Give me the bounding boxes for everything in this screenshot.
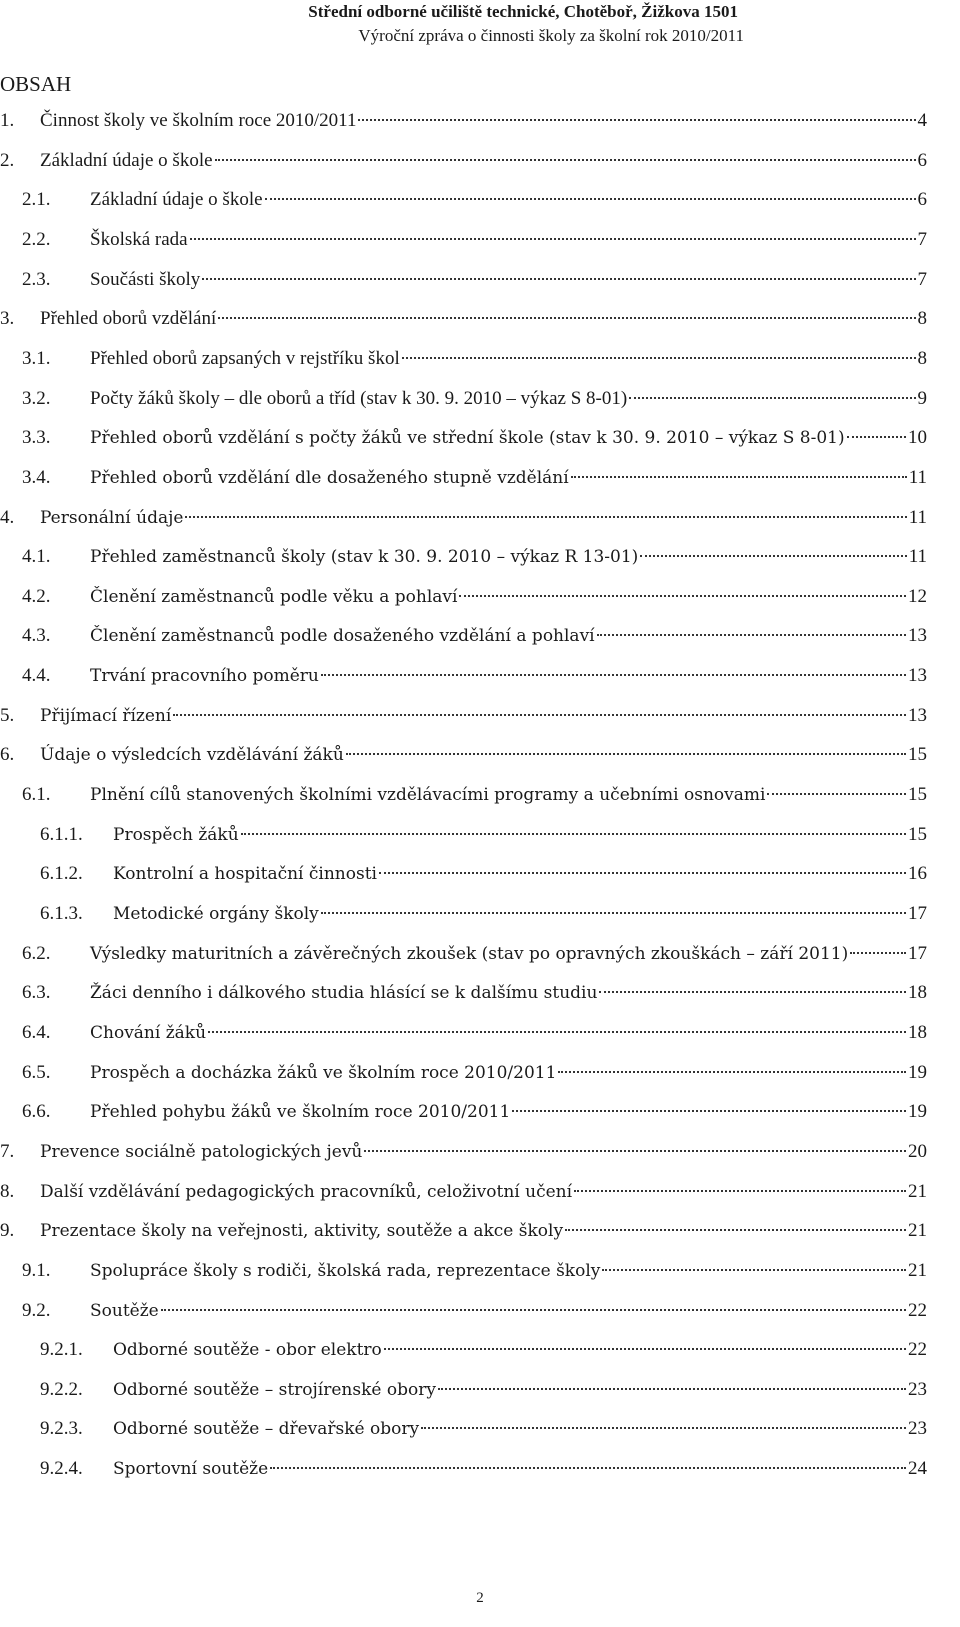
toc-entry-page: 21 (908, 1259, 927, 1281)
toc-entry-page: 9 (917, 387, 927, 409)
toc-entry[interactable] (22, 1101, 927, 1131)
toc-entry-page: 6 (917, 189, 927, 211)
toc-entry-title: Spolupráce školy s rodiči, školská rada, reprezentace školy (90, 1260, 601, 1281)
toc-entry[interactable] (22, 784, 927, 814)
toc-entry[interactable] (22, 229, 927, 259)
toc-entry-title: Soutěže (90, 1300, 159, 1321)
toc-entry-title: Prospěch žáků (113, 824, 239, 845)
toc-entry-title: Základní údaje o škole (90, 189, 263, 211)
dot-leader (379, 872, 906, 874)
toc-entry[interactable] (22, 1300, 927, 1330)
toc-entry[interactable] (40, 863, 927, 893)
toc-entry-page: 18 (908, 982, 927, 1004)
toc-entry-number: 3.2. (22, 387, 51, 409)
dot-leader (346, 753, 906, 755)
toc-entry-page: 21 (908, 1220, 927, 1242)
toc-entry-page: 15 (908, 744, 927, 766)
toc-entry-page: 15 (908, 823, 927, 845)
toc-entry-number: 6.1.1. (40, 823, 83, 845)
toc-entry-title: Odborné soutěže – dřevařské obory (113, 1419, 420, 1440)
toc-entry-number: 2.2. (22, 228, 51, 250)
dot-leader (384, 1348, 906, 1350)
toc-entry-title: Přehled pohybu žáků ve školním roce 2010/2011 (90, 1102, 511, 1123)
toc-entry-page: 8 (917, 308, 927, 330)
toc-entry-title: Výsledky maturitních a závěrečných zkoušek (stav po opravných zkouškách – září 2011) (90, 943, 849, 964)
toc-entry-title: Školská rada (90, 228, 188, 250)
dot-leader (364, 1150, 906, 1152)
toc-entry-title: Odborné soutěže – strojírenské obory (113, 1379, 436, 1400)
dot-leader (402, 357, 916, 359)
toc-entry-page: 18 (908, 1021, 927, 1043)
toc-entry-page: 13 (908, 704, 927, 726)
dot-leader (185, 516, 906, 518)
toc-entry-title: Členění zaměstnanců podle dosaženého vzdělání a pohlaví (90, 626, 595, 647)
toc-entry[interactable] (40, 1418, 927, 1448)
toc-entry-title: Přehled zaměstnanců školy (stav k 30. 9. 2010 – výkaz R 13-01) (90, 547, 639, 568)
toc-entry-page: 24 (908, 1458, 927, 1480)
toc-entry-title: Metodické orgány školy (113, 904, 319, 924)
toc-entry-page: 23 (908, 1418, 927, 1440)
toc-entry-page: 10 (908, 427, 927, 449)
dot-leader (558, 1071, 906, 1073)
toc-entry-title: Další vzdělávání pedagogických pracovníků, celoživotní učení (40, 1181, 573, 1202)
toc-entry-page: 11 (908, 466, 927, 488)
dot-leader (202, 278, 915, 280)
toc-entry-page: 22 (908, 1299, 927, 1321)
toc-entry[interactable] (22, 1022, 927, 1052)
toc-entry-page: 20 (908, 1140, 927, 1162)
toc-entry[interactable] (0, 110, 927, 140)
toc-entry-page: 6 (917, 149, 927, 171)
toc-entry[interactable] (40, 824, 927, 854)
toc-entry-number: 2. (0, 149, 15, 171)
toc-entry-page: 19 (908, 1101, 927, 1123)
toc-entry-page: 7 (917, 228, 927, 250)
toc-entry-number: 6.6. (22, 1101, 51, 1123)
dot-leader (565, 1229, 906, 1231)
dot-leader (421, 1427, 906, 1429)
toc-entry-title: Činnost školy ve školním roce 2010/2011 (40, 110, 357, 131)
toc-entry[interactable] (0, 308, 927, 338)
toc-entry[interactable] (22, 625, 927, 655)
dot-leader (459, 595, 906, 597)
toc-entry-number: 6.3. (22, 982, 51, 1004)
toc-entry-page: 17 (908, 942, 927, 964)
toc-entry-title: Personální údaje (40, 507, 184, 528)
dot-leader (847, 436, 906, 438)
toc-entry[interactable] (22, 943, 927, 973)
report-title: Výroční zpráva o činnosti školy za školní rok 2010/2011 (358, 26, 744, 45)
dot-leader (602, 1269, 906, 1271)
toc-entry[interactable] (22, 189, 927, 219)
dot-leader (512, 1110, 906, 1112)
toc-entry-title: Kontrolní a hospitační činnosti (113, 864, 377, 885)
toc-entry-title: Přijímací řízení (40, 705, 172, 726)
toc-entry[interactable] (22, 269, 927, 299)
dot-leader (208, 1031, 906, 1033)
dot-leader (599, 991, 906, 993)
toc-entry[interactable] (22, 982, 927, 1012)
toc-entry-page: 21 (908, 1180, 927, 1202)
dot-leader (629, 397, 915, 399)
toc-entry-number: 6.5. (22, 1061, 51, 1083)
toc-entry-number: 6. (0, 744, 15, 766)
toc-entry-page: 22 (908, 1339, 927, 1361)
dot-leader (215, 159, 916, 161)
toc-entry-number: 3. (0, 308, 15, 330)
toc-entry-number: 9.1. (22, 1259, 51, 1281)
toc-entry-page: 13 (908, 625, 927, 647)
page-number: 2 (476, 1590, 484, 1606)
toc-entry-page: 11 (908, 506, 927, 528)
toc-entry-title: Údaje o výsledcích vzdělávání žáků (40, 745, 344, 766)
toc-entry-title: Přehled oborů vzdělání s počty žáků ve střední škole (stav k 30. 9. 2010 – výkaz S 8-01) (90, 428, 845, 449)
toc-entry-number: 3.1. (22, 347, 51, 369)
dot-leader (597, 634, 906, 636)
toc-entry-number: 4.2. (22, 585, 51, 607)
dot-leader (640, 555, 906, 557)
toc-entry-number: 9.2.3. (40, 1418, 83, 1440)
toc-entry[interactable] (22, 586, 927, 616)
toc-entry[interactable] (22, 665, 927, 695)
toc-entry-number: 6.1.2. (40, 863, 83, 885)
toc-entry[interactable] (0, 1181, 927, 1211)
dot-leader (265, 198, 916, 200)
toc-entry-number: 1. (0, 110, 15, 131)
toc-entry[interactable] (22, 467, 927, 497)
toc-entry-page: 15 (908, 784, 927, 806)
toc-entry-number: 4. (0, 506, 15, 528)
dot-leader (218, 317, 915, 319)
dot-leader (270, 1467, 906, 1469)
toc-entry[interactable] (22, 388, 927, 418)
toc-entry-title: Prezentace školy na veřejnosti, aktivity, soutěže a akce školy (40, 1221, 564, 1242)
toc-heading: OBSAH (0, 72, 72, 96)
toc-entry[interactable] (22, 348, 927, 378)
toc-entry-title: Plnění cílů stanovených školními vzdělávacími programy a učebními osnovami (90, 785, 766, 806)
toc-entry-number: 9. (0, 1220, 15, 1242)
toc-entry-number: 9.2.1. (40, 1339, 83, 1361)
toc-entry-number: 8. (0, 1180, 15, 1202)
toc-entry-page: 11 (908, 546, 927, 568)
toc-entry[interactable] (0, 744, 927, 774)
toc-entry-number: 9.2.4. (40, 1458, 83, 1480)
toc-entry-title: Trvání pracovního poměru (90, 666, 319, 687)
toc-entry-title: Žáci denního i dálkového studia hlásící se k dalšímu studiu (90, 983, 598, 1004)
toc-entry-number: 6.1. (22, 784, 51, 806)
toc-entry-title: Prospěch a docházka žáků ve školním roce 2010/2011 (90, 1062, 557, 1083)
toc-entry-title: Počty žáků školy – dle oborů a tříd (stav k 30. 9. 2010 – výkaz S 8-01) (90, 387, 628, 409)
toc-entry-number: 2.1. (22, 189, 51, 211)
toc-entry-number: 9.2.2. (40, 1378, 83, 1400)
dot-leader (173, 714, 906, 716)
dot-leader (190, 238, 916, 240)
toc-entry-title: Prevence sociálně patologických jevů (40, 1141, 363, 1162)
toc-entry-title: Přehled oborů vzdělání (40, 308, 217, 330)
toc-entry-number: 7. (0, 1140, 15, 1162)
toc-entry[interactable] (22, 1062, 927, 1092)
toc-entry[interactable] (0, 1141, 927, 1171)
toc-entry[interactable] (22, 1260, 927, 1290)
toc-entry-page: 7 (917, 268, 927, 290)
dot-leader (358, 119, 915, 121)
toc-entry[interactable] (0, 150, 927, 180)
toc-entry-number: 3.3. (22, 427, 51, 449)
dot-leader (161, 1309, 906, 1311)
toc-entry[interactable] (22, 427, 927, 457)
dot-leader (571, 476, 907, 478)
dot-leader (850, 952, 906, 954)
dot-leader (321, 912, 906, 914)
toc-entry[interactable] (0, 705, 927, 735)
toc-entry-number: 4.4. (22, 665, 51, 687)
toc-entry-number: 9.2. (22, 1299, 51, 1321)
toc-entry-page: 19 (908, 1061, 927, 1083)
toc-entry-page: 16 (908, 863, 927, 885)
toc-entry-title: Přehled oborů vzdělání dle dosaženého stupně vzdělání (90, 467, 569, 488)
toc-entry[interactable] (0, 507, 927, 537)
toc-entry[interactable] (22, 546, 927, 576)
toc-entry-number: 4.3. (22, 625, 51, 647)
toc-entry-page: 23 (908, 1378, 927, 1400)
toc-entry-number: 4.1. (22, 546, 51, 568)
dot-leader (767, 793, 906, 795)
toc-entry-number: 6.1.3. (40, 903, 83, 924)
toc-entry-number: 2.3. (22, 268, 51, 290)
toc-entry[interactable] (40, 1458, 927, 1488)
toc-entry-number: 5. (0, 704, 15, 726)
toc-entry-title: Součásti školy (90, 268, 201, 290)
toc-entry-title: Základní údaje o škole (40, 149, 213, 171)
toc-entry[interactable] (40, 903, 927, 933)
toc-entry-title: Sportovní soutěže (113, 1459, 269, 1480)
toc-entry[interactable] (40, 1339, 927, 1369)
toc-entry[interactable] (0, 1220, 927, 1250)
toc-entry-page: 17 (908, 903, 927, 924)
toc-entry-page: 8 (917, 347, 927, 369)
school-name: Střední odborné učiliště technické, Chotěboř, Žižkova 1501 (308, 2, 738, 21)
toc-entry-number: 6.4. (22, 1021, 51, 1043)
dot-leader (574, 1190, 906, 1192)
toc-entry-page: 13 (908, 665, 927, 687)
toc-entry[interactable] (40, 1379, 927, 1409)
toc-entry-number: 6.2. (22, 942, 51, 964)
toc-entry-title: Odborné soutěže - obor elektro (113, 1340, 382, 1361)
toc-entry-number: 3.4. (22, 466, 51, 488)
toc-entry-title: Členění zaměstnanců podle věku a pohlaví (90, 586, 458, 607)
toc-entry-page: 12 (908, 585, 927, 607)
toc-entry-title: Chování žáků (90, 1022, 207, 1043)
dot-leader (438, 1388, 906, 1390)
dot-leader (321, 674, 906, 676)
toc-entry-title: Přehled oborů zapsaných v rejstříku škol (90, 347, 400, 369)
toc-entry-page: 4 (917, 110, 927, 131)
dot-leader (241, 833, 906, 835)
